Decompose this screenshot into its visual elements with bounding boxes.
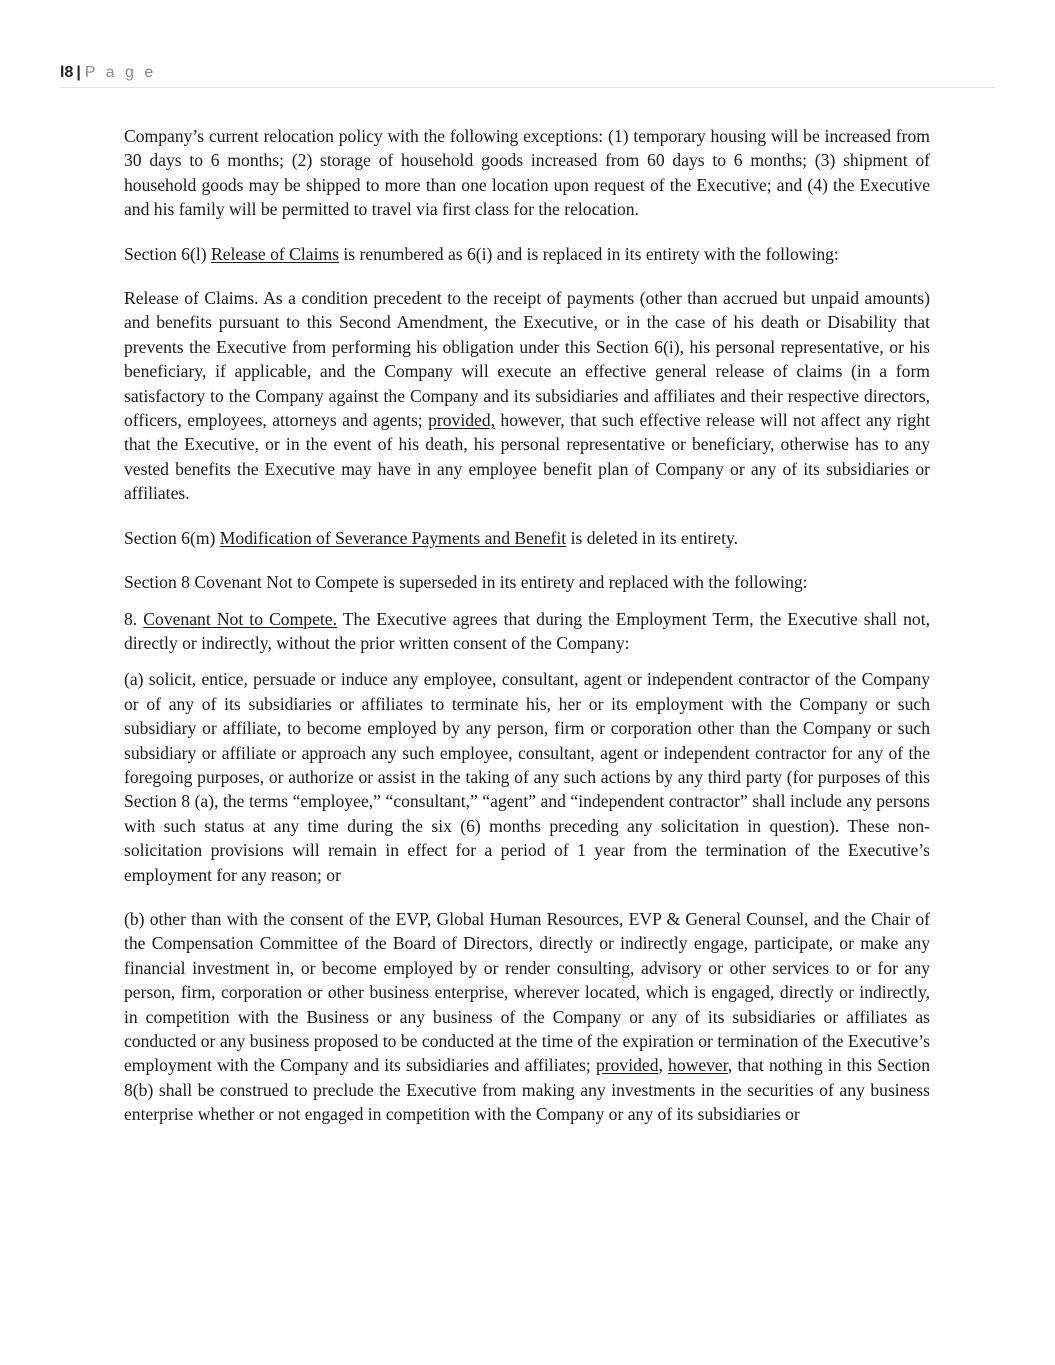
provided-term: provided,	[428, 410, 496, 431]
header-separator: |	[76, 64, 81, 81]
page-number: l8	[60, 64, 74, 81]
section-6m-prefix: Section 6(m)	[124, 527, 220, 548]
document-body	[124, 124, 930, 1147]
covenant-number: 8.	[124, 608, 144, 629]
however-term: however	[668, 1055, 728, 1076]
section-6m-suffix: is deleted in its entirety.	[566, 527, 739, 548]
release-of-claims-paragraph	[124, 286, 930, 506]
covenant-title: Covenant Not to Compete.	[143, 608, 337, 629]
section-6l-paragraph	[124, 242, 930, 266]
page-header	[60, 64, 995, 88]
release-text-part2: however, that such effective release will not affect any right that the Executive, or in the event of his death, his personal representative or beneficiary, otherwise has to any vested benefits the Executive may have in any employee benefit plan of Company or any of its subsidiaries or affiliates.	[124, 410, 930, 504]
release-of-claims-title: Release of Claims	[210, 243, 339, 264]
section-6l-suffix: is renumbered as 6(i) and is replaced in its entirety with the following:	[339, 243, 839, 264]
section-8-intro-paragraph: Section 8 Covenant Not to Compete is superseded in its entirety and replaced with the following:	[124, 572, 808, 593]
covenant-text: The Executive agrees that during the Employment Term, the Executive shall not, directly or indirectly, without the prior written consent of the Company:	[124, 608, 931, 653]
clause-b-paragraph	[124, 907, 930, 1127]
provided-term-b: provided	[595, 1055, 659, 1076]
page-label: P a g e	[84, 64, 157, 81]
clause-a-paragraph: (a) solicit, entice, persuade or induce any employee, consultant, agent or independent contractor of the Company or of any of its subsidiaries or affiliates to terminate his, her or its employment with the Company or such subsidiary or affiliate, to become employed by any person, firm or corporation other than the Company or such subsidiary or affiliate or approach any such employee, consultant, agent or independent contractor for any of the foregoing purposes, or authorize or assist in the taking of any such actions by any third party (for purposes of this Section 8 (a), the terms “employee,” “consultant,” “agent” and “independent contractor” shall include any persons with such status at any time during the six (6) months preceding any solicitation in question). These non-solicitation provisions will remain in effect for a period of 1 year from the termination of the Executive’s employment for any reason; or	[124, 669, 930, 885]
relocation-paragraph: Company’s current relocation policy with the following exceptions: (1) temporary housing will be increased from 30 days to 6 months; (2) storage of household goods increased from 60 days to 6 months; (3) shipment of household goods may be shipped to more than one location upon request of the Executive; and (4) the Executive and his family will be permitted to travel via first class for the relocation.	[124, 126, 930, 220]
section-6l-prefix: Section 6(l)	[124, 243, 211, 264]
clause-b-comma: ,	[658, 1055, 669, 1076]
release-text-part1: Release of Claims. As a condition precedent to the receipt of payments (other than accrued but unpaid amounts) and benefits pursuant to this Second Amendment, the Executive, or in the case of his death or Disability that prevents the Executive from performing his obligation under this Section 6(i), his personal representative, or his beneficiary, if applicable, and the Company will execute an effective general release of claims (in a form satisfactory to the Company against the Company and its subsidiaries and affiliates and their respective directors, officers, employees, attorneys and agents;	[124, 288, 930, 431]
clause-b-part1: (b) other than with the consent of the EVP, Global Human Resources, EVP & General Counsel, and the Chair of the Compensation Committee of the Board of Directors, directly or indirectly engage, participate, or make any financial investment in, or become employed by or render consulting, advisory or other services to or for any person, firm, corporation or other business enterprise, wherever located, which is engaged, directly or indirectly, in competition with the Business or any business of the Company or any of its subsidiaries or affiliates as conducted or any business proposed to be conducted at the time of the expiration or termination of the Executive’s employment with the Company and its subsidiaries and affiliates;	[124, 908, 930, 1076]
covenant-paragraph	[124, 607, 930, 656]
section-6m-paragraph	[124, 526, 930, 550]
clause-b-part2: , that nothing in this Section 8(b) shall be construed to preclude the Executive from making any investments in the securities of any business enterprise whether or not engaged in competition with the Company or any of its subsidiaries or	[124, 1055, 930, 1125]
modification-severance-title: Modification of Severance Payments and Benefit	[219, 527, 567, 548]
